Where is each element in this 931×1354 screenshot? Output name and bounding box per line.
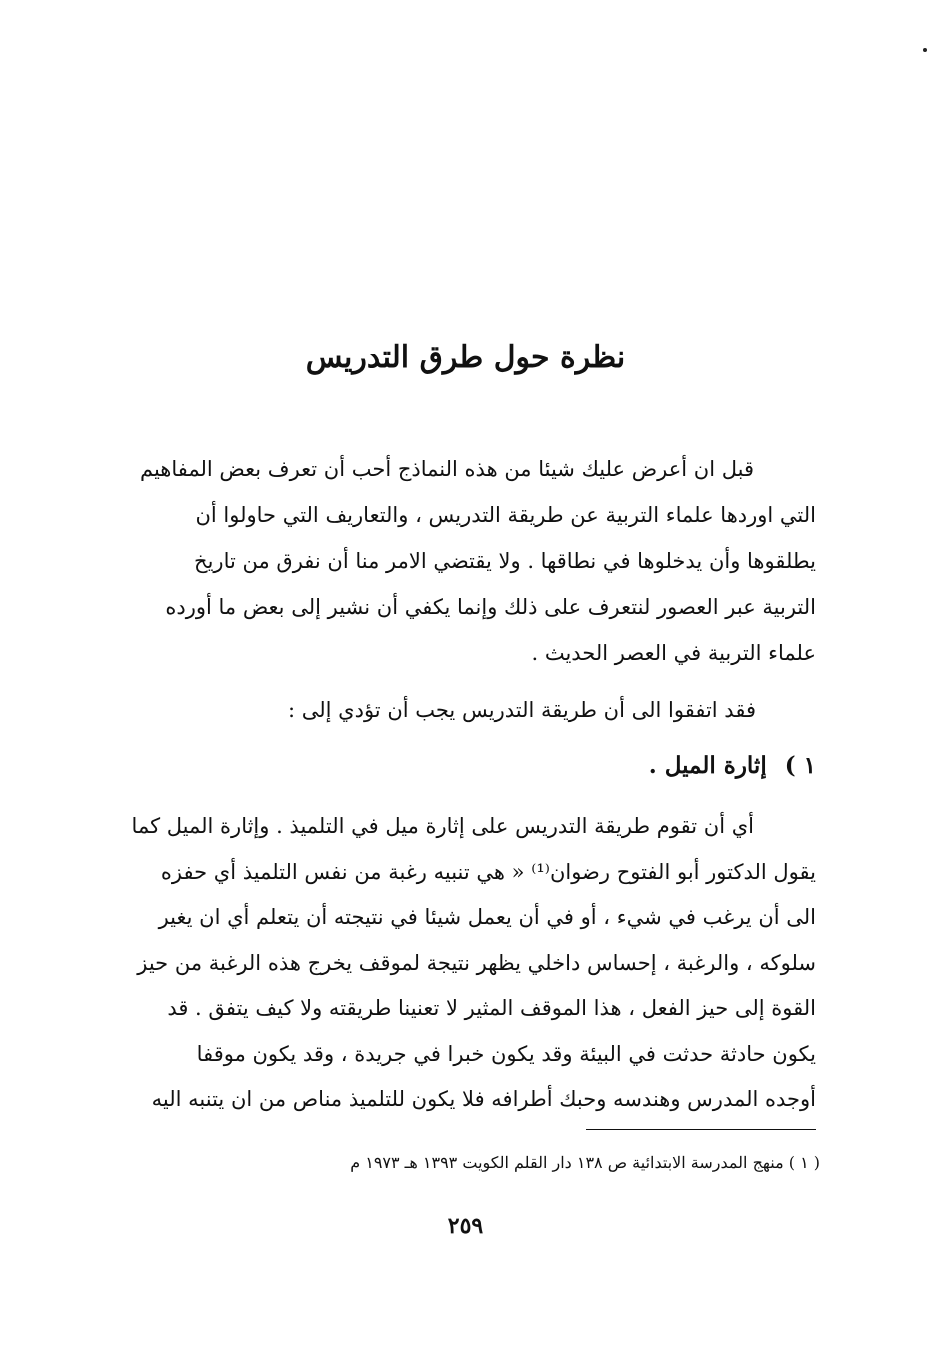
body-paragraph bbox=[132, 804, 816, 1123]
intro-line: التي اوردها علماء التربية عن طريقة التدريس ، والتعاريف التي حاولوا أن bbox=[195, 503, 816, 527]
body-line: يقول الدكتور أبو الفتوح رضوان⁽¹⁾ « هي تنبيه رغبة من نفس التلميذ أي حفزه bbox=[160, 859, 816, 884]
scan-speck bbox=[923, 48, 927, 52]
lead-sentence: فقد اتفقوا الى أن طريقة التدريس يجب أن تؤدي إلى : bbox=[288, 698, 756, 722]
body-line: القوة إلى حيز الفعل ، هذا الموقف المثير لا تعنينا طريقته ولا كيف يتفق . قد bbox=[167, 996, 816, 1020]
body-line: سلوكه ، والرغبة ، إحساس داخلي يظهر نتيجة لموقف يخرج هذه الرغبة من حيز bbox=[137, 950, 816, 975]
intro-line: يطلقوها وأن يدخلوها في نطاقها . ولا يقتضي الامر منا أن نفرق من تاريخ bbox=[194, 549, 816, 573]
point-heading bbox=[400, 744, 816, 788]
page-title: نظرة حول طرق التدريس bbox=[305, 340, 626, 375]
footnote: ( ١ ) منهج المدرسة الابتدائية ص ١٣٨ دار القلم الكويت ١٣٩٣ هـ ١٩٧٣ م bbox=[350, 1153, 820, 1172]
body-line: الى أن يرغب في شيء ، أو في أن يعمل شيئا في نتيجته أن يتعلم أي ان يغير bbox=[158, 905, 816, 929]
body-line: يكون حادثة حدثت في البيئة وقد يكون خبرا في جريدة ، وقد يكون موقفا bbox=[196, 1041, 816, 1066]
intro-paragraph bbox=[132, 446, 816, 676]
page-number: ٢٥٩ bbox=[447, 1213, 484, 1239]
footnote-divider bbox=[586, 1129, 816, 1130]
body-line: أي أن تقوم طريقة التدريس على إثارة ميل في التلميذ . وإثارة الميل كما bbox=[132, 814, 754, 838]
intro-line: قبل ان أعرض عليك شيئا من هذه النماذج أحب أن تعرف بعض المفاهيم bbox=[139, 457, 754, 481]
point-number: ١ ) bbox=[784, 752, 816, 779]
body-line: أوجده المدرس وهندسه وحبك أطرافه فلا يكون للتلميذ مناص من ان يتنبه اليه bbox=[151, 1087, 816, 1111]
intro-line: علماء التربية في العصر الحديث . bbox=[531, 641, 816, 665]
point-label: إثارة الميل . bbox=[648, 752, 767, 779]
intro-line: التربية عبر العصور لنتعرف على ذلك وإنما يكفي أن نشير إلى بعض ما أورده bbox=[165, 595, 816, 619]
